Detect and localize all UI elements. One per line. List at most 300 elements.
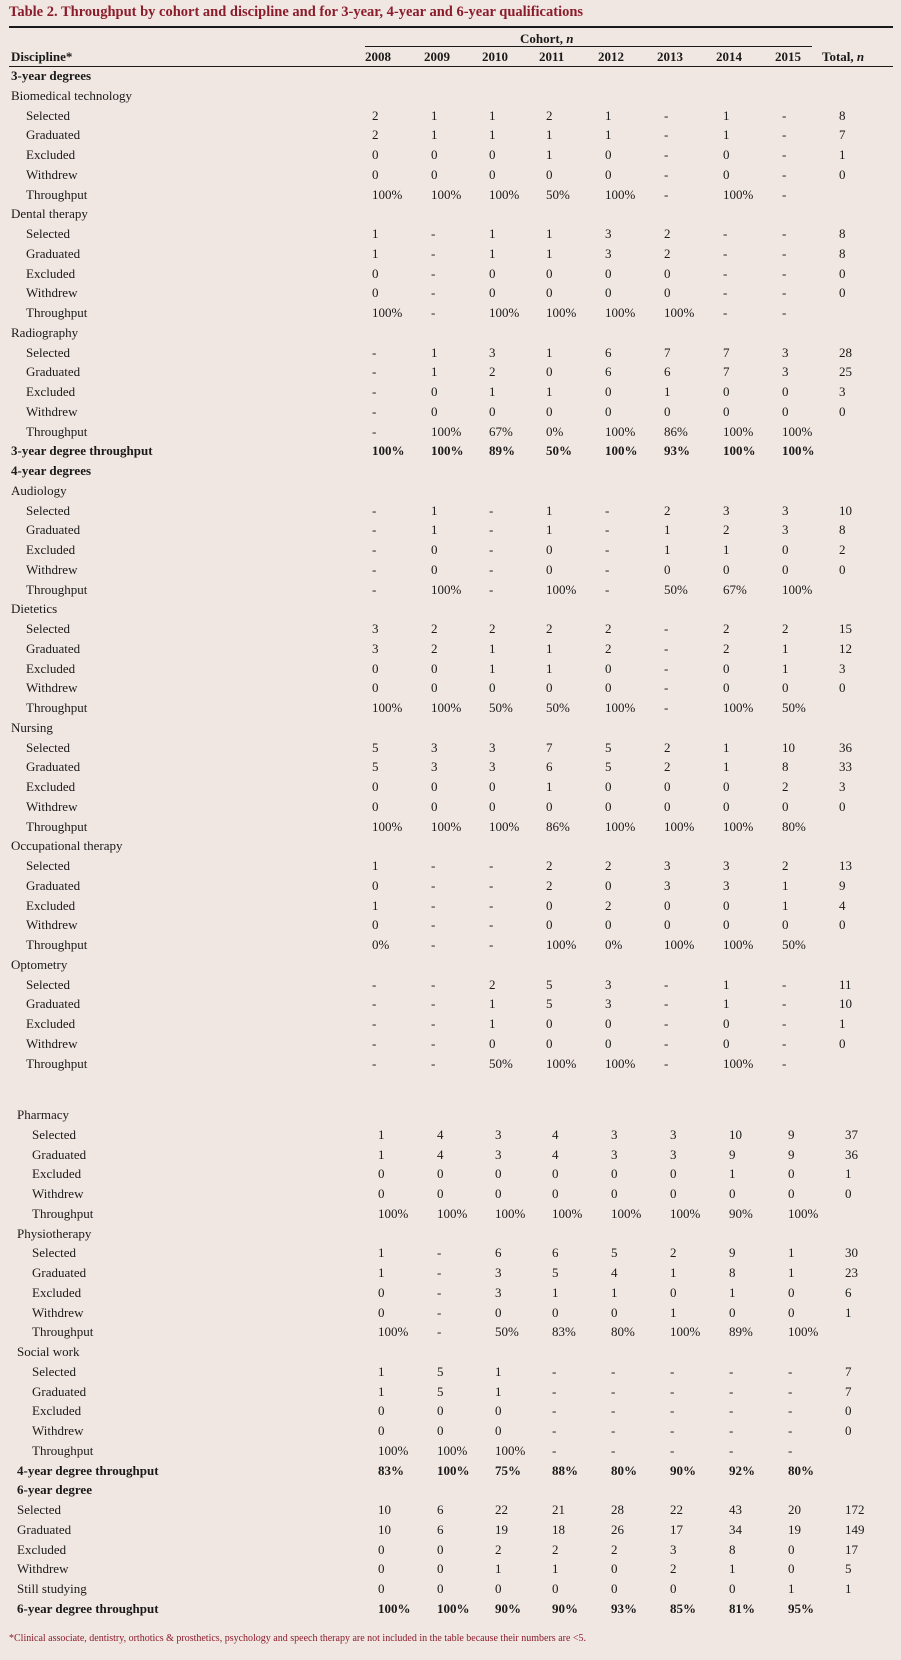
cell-2015: 1 (788, 1581, 795, 1596)
table-body-part1 (0, 66, 901, 1073)
cell-2012: 0 (611, 1166, 618, 1182)
cell-2013: - (664, 147, 669, 162)
cell-total: 6 (845, 1284, 852, 1300)
cell-2008: 0 (378, 1186, 385, 1201)
section-row (6, 1480, 901, 1500)
table-row (0, 580, 901, 600)
cell-2008: 100% (372, 700, 403, 715)
cell-total: 0 (845, 1403, 852, 1419)
discipline-row (0, 836, 901, 856)
cell-2015: 50% (782, 937, 806, 952)
cell-2010: 22 (495, 1502, 508, 1517)
cell-2011: 5 (546, 996, 553, 1012)
cell-2011: 0 (546, 403, 553, 419)
cell-2010: 2 (489, 976, 496, 992)
table-row (0, 185, 901, 205)
cell-total: 3 (839, 384, 846, 399)
table-row (0, 678, 901, 698)
cell-total: 1 (845, 1166, 852, 1182)
cell-2010: 0 (489, 798, 496, 814)
cell-2011: 2 (546, 858, 553, 873)
cell-2012: - (611, 1442, 616, 1458)
cell-2008: 0 (378, 1561, 385, 1577)
cell-2014: 0 (729, 1186, 736, 1201)
cell-2011: 4 (552, 1126, 559, 1142)
cell-2010: 3 (489, 739, 496, 755)
cell-2010: - (489, 581, 494, 597)
cell-2010: - (489, 897, 494, 913)
cell-2009: 100% (431, 186, 462, 202)
cell-2014: 0 (723, 561, 730, 577)
cell-2011: 100% (546, 1055, 577, 1071)
cell-2013: 6 (664, 364, 671, 380)
row-label: Occupational therapy (11, 838, 123, 854)
cell-total: 2 (839, 542, 846, 557)
cell-2009: - (437, 1284, 442, 1300)
table-row (0, 1014, 901, 1034)
cell-2008: 100% (378, 1324, 409, 1340)
cell-2008: 0 (372, 917, 379, 933)
cell-2009: 0 (431, 166, 438, 182)
cell-2012: 0 (605, 779, 612, 794)
cell-2011: 1 (546, 502, 553, 518)
cell-2014: 0 (723, 403, 730, 419)
year-header-2012: 2012 (598, 49, 624, 64)
cell-2011: 100% (546, 305, 577, 320)
cell-2012: 1 (611, 1284, 618, 1300)
cell-2011: 7 (546, 739, 553, 755)
cell-2015: 0 (782, 561, 789, 577)
cell-2009: - (431, 996, 436, 1012)
cell-total: 8 (839, 107, 846, 123)
cell-2009: 0 (431, 384, 438, 399)
cell-2011: 0 (546, 285, 553, 301)
row-label: Throughput (26, 700, 88, 715)
row-label: Selected (26, 107, 71, 123)
cell-2011: 0 (546, 917, 553, 933)
cell-2014: 34 (729, 1521, 742, 1537)
table-row (0, 935, 901, 955)
throughput-total-row (6, 1461, 901, 1481)
cell-2015: 0 (782, 542, 789, 557)
cell-2014: 7 (723, 344, 730, 360)
cell-2013: 0 (670, 1186, 677, 1201)
cell-2015: - (782, 1035, 787, 1051)
row-label: Withdrew (32, 1186, 84, 1201)
cell-2015: 100% (782, 443, 815, 459)
cell-2013: 2 (670, 1245, 677, 1261)
cell-2008: 0 (378, 1166, 385, 1182)
cell-2014: - (723, 265, 728, 281)
table-row (0, 994, 901, 1014)
cell-2010: - (489, 877, 494, 893)
cell-2011: - (552, 1363, 557, 1379)
cell-2012: 2 (605, 621, 612, 636)
cell-2008: - (372, 581, 377, 597)
cell-2015: - (788, 1363, 793, 1379)
cell-2015: 2 (782, 621, 789, 636)
row-label: Withdrew (26, 285, 78, 301)
cell-2015: 0 (788, 1561, 795, 1577)
table-row (0, 619, 901, 639)
row-label: Dietetics (11, 601, 58, 617)
row-label: Excluded (32, 1284, 82, 1300)
row-label: Graduated (32, 1146, 87, 1162)
row-label: Throughput (26, 937, 88, 952)
cell-2009: 0 (437, 1423, 444, 1438)
cell-2013: - (664, 700, 669, 715)
year-header-2009: 2009 (424, 49, 450, 64)
cell-2014: 2 (723, 522, 730, 538)
cell-2013: 1 (664, 384, 671, 399)
cell-2012: 0 (605, 660, 612, 676)
cell-2008: - (372, 403, 377, 419)
cell-total: 33 (839, 759, 852, 775)
cell-total: 1 (839, 147, 846, 162)
cell-2014: 89% (729, 1324, 753, 1340)
cell-2011: 100% (546, 937, 577, 952)
cohort-label: Cohort, n (520, 31, 574, 46)
cell-2012: 0 (605, 265, 612, 281)
cell-2013: 0 (664, 779, 671, 794)
cell-2015: - (782, 226, 787, 241)
cell-2014: 100% (723, 700, 754, 715)
table-row (0, 797, 901, 817)
row-label: Still studying (17, 1581, 87, 1596)
row-label: Withdrew (26, 1035, 78, 1051)
row-label: Social work (17, 1344, 80, 1359)
table-row (0, 224, 901, 244)
cell-2012: 0% (605, 937, 623, 952)
section-row (0, 66, 901, 86)
row-label: Graduated (26, 759, 81, 775)
table-row (6, 1401, 901, 1421)
cell-2008: 2 (372, 107, 379, 123)
cell-2012: 26 (611, 1521, 624, 1537)
cell-2014: 100% (723, 818, 754, 834)
cell-2014: 0 (723, 917, 730, 933)
cell-2013: 86% (664, 423, 688, 439)
cell-2010: 90% (495, 1600, 521, 1616)
cell-2010: 2 (489, 364, 496, 380)
table-row (6, 1164, 901, 1184)
cell-2011: 6 (546, 759, 553, 775)
cell-2011: 2 (546, 877, 553, 893)
cell-total: 36 (845, 1146, 858, 1162)
cell-2011: 1 (546, 245, 553, 261)
cell-2009: 4 (437, 1126, 444, 1142)
cell-2008: 100% (378, 1600, 411, 1616)
table-row (6, 1540, 901, 1560)
cell-2010: 0 (495, 1166, 502, 1182)
cell-2013: 3 (670, 1146, 677, 1162)
row-label: Selected (26, 226, 71, 241)
row-label: Optometry (11, 956, 68, 972)
cell-2011: 5 (546, 976, 553, 992)
cell-total: 11 (839, 976, 852, 992)
cell-2015: 1 (788, 1265, 795, 1280)
cell-2009: 1 (431, 502, 438, 518)
cell-2012: 28 (611, 1502, 624, 1517)
table-row (0, 856, 901, 876)
cell-2008: 1 (378, 1363, 385, 1379)
cell-2008: 10 (378, 1502, 391, 1517)
cell-2012: 2 (605, 640, 612, 656)
section-row (0, 461, 901, 481)
row-label: Throughput (32, 1324, 94, 1340)
cell-2012: 0 (605, 166, 612, 182)
cell-2013: 93% (664, 443, 690, 459)
cell-total: 10 (839, 996, 852, 1012)
cell-2015: 0 (788, 1186, 795, 1201)
row-label: Throughput (26, 186, 88, 202)
table-row (0, 125, 901, 145)
row-label: Withdrew (32, 1423, 84, 1438)
cell-2010: 1 (489, 660, 496, 676)
cell-2008: 0 (378, 1581, 385, 1596)
cell-2013: 0 (670, 1581, 677, 1596)
cell-2015: 0 (788, 1541, 795, 1557)
cell-2008: 0 (378, 1304, 385, 1320)
row-label: 4-year degree throughput (17, 1462, 159, 1478)
row-label: Nursing (11, 719, 53, 735)
row-label: Selected (32, 1245, 77, 1261)
row-label: Radiography (11, 324, 79, 340)
cell-2014: - (723, 285, 728, 301)
row-label: Graduated (26, 245, 81, 261)
cell-2010: 0 (489, 285, 496, 301)
cell-2011: 5 (552, 1265, 559, 1280)
row-label: Throughput (26, 423, 88, 439)
cell-2010: 3 (495, 1265, 502, 1280)
cell-total: 1 (845, 1304, 852, 1320)
cell-2015: 3 (782, 364, 789, 380)
cell-2015: 20 (788, 1502, 801, 1517)
row-label: Excluded (26, 779, 76, 794)
cell-2015: 10 (782, 739, 795, 755)
cell-2008: 100% (372, 443, 405, 459)
cell-2015: 9 (788, 1126, 795, 1142)
cell-2008: - (372, 384, 377, 399)
cell-2015: 1 (782, 640, 789, 656)
footnote: *Clinical associate, dentistry, orthotics & prosthetics, psychology and speech therapy are not included in the table because their numbers are <5. (9, 1633, 587, 1644)
discipline-row (0, 718, 901, 738)
cell-2012: 3 (605, 226, 612, 241)
row-label: Withdrew (26, 798, 78, 814)
cell-2012: 100% (605, 443, 638, 459)
cell-2012: 2 (605, 897, 612, 913)
cell-2013: - (664, 186, 669, 202)
cell-2010: 1 (489, 226, 496, 241)
table-row (0, 106, 901, 126)
cell-2010: - (489, 937, 494, 952)
cell-2013: - (670, 1383, 675, 1399)
cell-2008: - (372, 976, 377, 992)
cell-2014: 0 (723, 660, 730, 676)
cell-2013: - (664, 1055, 669, 1071)
cell-2011: 0 (546, 680, 553, 696)
cell-2011: - (552, 1383, 557, 1399)
cell-2012: - (611, 1363, 616, 1379)
row-label: Physiotherapy (17, 1225, 92, 1241)
cell-2012: 3 (605, 976, 612, 992)
cell-2013: - (670, 1363, 675, 1379)
cell-2013: - (664, 660, 669, 676)
table-title: Table 2. Throughput by cohort and discipline and for 3-year, 4-year and 6-year qualifications (9, 4, 584, 20)
table-row (6, 1579, 901, 1599)
cell-2015: 0 (782, 798, 789, 814)
cell-total: 0 (845, 1186, 852, 1201)
table-row (0, 165, 901, 185)
cell-2008: 2 (372, 127, 379, 143)
cell-2009: - (431, 226, 436, 241)
cell-2013: 0 (664, 798, 671, 814)
cell-total: 8 (839, 522, 846, 538)
cell-2012: - (605, 581, 610, 597)
row-label: Graduated (26, 127, 81, 143)
cell-2008: 1 (378, 1146, 385, 1162)
discipline-row (6, 1342, 901, 1362)
cell-2010: 3 (495, 1126, 502, 1142)
cell-2015: - (788, 1403, 793, 1419)
cell-2011: 0 (546, 561, 553, 577)
cell-2012: 0 (605, 877, 612, 893)
cell-2013: 1 (664, 542, 671, 557)
cell-2009: - (431, 937, 436, 952)
table-row (0, 540, 901, 560)
row-label: Withdrew (26, 561, 78, 577)
cell-total: 0 (839, 917, 846, 933)
cell-2009: - (431, 858, 436, 873)
cell-2014: 1 (723, 739, 730, 755)
cell-2010: - (489, 561, 494, 577)
cell-2011: 0 (552, 1581, 559, 1596)
cell-2012: 0 (605, 1016, 612, 1031)
cell-2009: 1 (431, 107, 438, 123)
cell-2010: 50% (489, 1055, 513, 1071)
cell-2012: 3 (605, 996, 612, 1012)
row-label: Selected (32, 1363, 77, 1379)
cell-2011: 2 (546, 107, 553, 123)
cell-2013: 1 (664, 522, 671, 538)
cell-2011: - (552, 1442, 557, 1458)
cell-2008: 0 (372, 877, 379, 893)
cell-total: 28 (839, 344, 852, 360)
cell-2013: 2 (664, 245, 671, 261)
cell-total: 7 (839, 127, 846, 143)
cell-2009: 0 (437, 1561, 444, 1577)
row-label: Graduated (26, 996, 81, 1012)
table-row (0, 659, 901, 679)
cell-2011: 18 (552, 1521, 565, 1537)
cell-2008: 1 (378, 1126, 385, 1142)
cell-2012: 80% (611, 1462, 637, 1478)
cell-2013: - (664, 107, 669, 123)
cell-2012: 6 (605, 364, 612, 380)
table-row (6, 1441, 901, 1461)
table-row (6, 1263, 901, 1283)
cell-2013: - (670, 1442, 675, 1458)
row-label: Withdrew (32, 1304, 84, 1320)
cell-2014: 1 (729, 1284, 736, 1300)
cell-2009: - (437, 1304, 442, 1320)
cell-2008: - (372, 561, 377, 577)
cell-2015: 100% (782, 581, 813, 597)
cell-2013: 100% (670, 1324, 701, 1340)
row-label: Selected (32, 1126, 77, 1142)
cell-2011: - (552, 1403, 557, 1419)
cell-2013: 0 (664, 561, 671, 577)
table-row (0, 560, 901, 580)
cell-2008: - (372, 1055, 377, 1071)
cell-2012: - (611, 1403, 616, 1419)
cell-2008: 100% (372, 818, 403, 834)
cell-2009: 4 (437, 1146, 444, 1162)
row-label: Throughput (32, 1442, 94, 1458)
cell-2009: - (437, 1265, 442, 1280)
cell-2015: 100% (788, 1205, 819, 1221)
cell-2008: 1 (378, 1245, 385, 1261)
row-label: Excluded (26, 542, 76, 557)
year-header-2014: 2014 (716, 49, 742, 64)
cell-2009: 5 (437, 1383, 444, 1399)
table-row (0, 1034, 901, 1054)
row-label: Excluded (32, 1166, 82, 1182)
cell-2013: 2 (664, 502, 671, 518)
row-label: Throughput (26, 581, 88, 597)
table-row (0, 896, 901, 916)
cell-2010: - (489, 917, 494, 933)
cell-2014: 90% (729, 1205, 753, 1221)
row-label: Graduated (26, 640, 81, 656)
cell-2013: 85% (670, 1600, 696, 1616)
cell-2012: 0 (605, 798, 612, 814)
cell-2009: - (431, 285, 436, 301)
cell-2014: 1 (723, 127, 730, 143)
table-row (0, 264, 901, 284)
cell-2012: 3 (611, 1146, 618, 1162)
table-row (0, 757, 901, 777)
cell-2011: 1 (546, 779, 553, 794)
cell-2011: 0 (552, 1304, 559, 1320)
cell-2011: 21 (552, 1502, 565, 1517)
cell-total: 30 (845, 1245, 858, 1261)
cell-2011: 1 (546, 127, 553, 143)
row-label: Graduated (17, 1521, 72, 1537)
row-label: Excluded (26, 660, 76, 676)
cell-2009: 0 (431, 542, 438, 557)
cell-2013: 2 (664, 226, 671, 241)
row-label: Excluded (26, 897, 76, 913)
cell-2009: 0 (437, 1166, 444, 1182)
table-row (0, 283, 901, 303)
row-label: Audiology (11, 482, 67, 498)
cell-2015: 1 (782, 660, 789, 676)
cell-2009: 100% (431, 443, 464, 459)
cell-2015: 1 (782, 897, 789, 913)
cell-2008: 5 (372, 759, 379, 775)
cell-2013: 0 (664, 897, 671, 913)
cell-2015: 95% (788, 1600, 814, 1616)
cell-2013: 100% (664, 305, 695, 320)
cell-2012: 1 (605, 127, 612, 143)
row-label: Graduated (26, 364, 81, 380)
row-label: Excluded (32, 1403, 82, 1419)
cell-total: 1 (845, 1581, 852, 1596)
cell-2008: - (372, 344, 377, 360)
cell-total: 8 (839, 226, 846, 241)
cell-2011: 1 (546, 522, 553, 538)
